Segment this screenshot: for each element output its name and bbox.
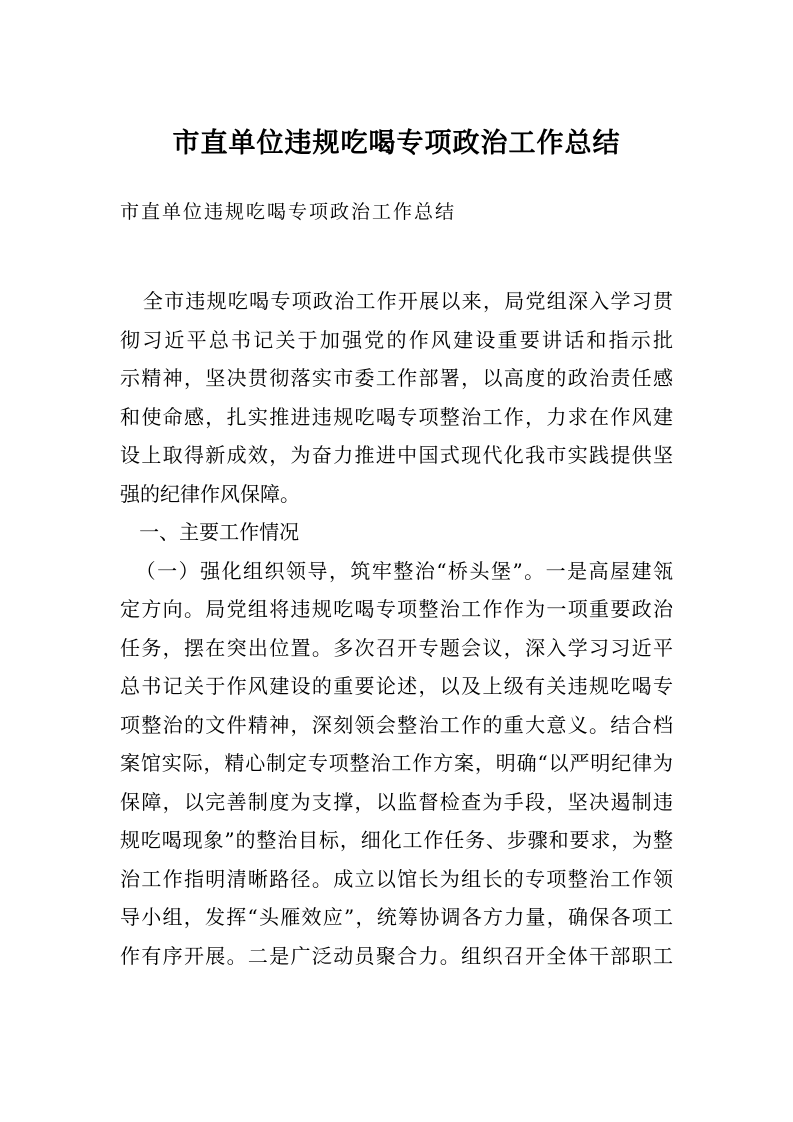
body-line: 全市违规吃喝专项政治工作开展以来，局党组深入学习贯 [120, 289, 673, 313]
body-line: 和使命感，扎实推进违规吃喝专项整治工作，力求在作风建 [120, 404, 673, 429]
body-line: 强的纪律作风保障。 [120, 481, 300, 506]
document-title: 市直单位违规吃喝专项政治工作总结 [172, 128, 621, 159]
body-line: 定方向。局党组将违规吃喝专项整治工作作为一项重要政治 [120, 597, 673, 621]
body-line: 导小组，发挥“头雁效应”，统筹协调各方力量，确保各项工 [120, 905, 673, 929]
body-line: 作有序开展。二是广泛动员聚合力。组织召开全体干部职工 [120, 943, 673, 968]
body-line: 治工作指明清晰路径。成立以馆长为组长的专项整治工作领 [120, 866, 673, 891]
section-heading: 一、主要工作情况 [120, 520, 300, 544]
body-line: 项整治的文件精神，深刻领会整治工作的重大意义。结合档 [120, 712, 673, 737]
body-line: 示精神，坚决贯彻落实市委工作部署，以高度的政治责任感 [120, 366, 673, 390]
body-line: 保障，以完善制度为支撑，以监督检查为手段，坚决遏制违 [120, 789, 673, 814]
body-line: 规吃喝现象”的整治目标，细化工作任务、步骤和要求，为整 [120, 828, 673, 852]
body-line: 案馆实际，精心制定专项整治工作方案，明确“以严明纪律为 [120, 751, 673, 775]
body-line: 设上取得新成效，为奋力推进中国式现代化我市实践提供坚 [120, 443, 673, 467]
body-line: 总书记关于作风建设的重要论述，以及上级有关违规吃喝专 [120, 674, 673, 698]
body-line: （一）强化组织领导，筑牢整治“桥头堡”。一是高屋建瓴 [120, 558, 673, 583]
document-body [120, 282, 673, 975]
body-line: 彻习近平总书记关于加强党的作风建设重要讲话和指示批 [120, 327, 673, 352]
document-subtitle: 市直单位违规吃喝专项政治工作总结 [120, 201, 457, 223]
body-line: 任务，摆在突出位置。多次召开专题会议，深入学习习近平 [120, 635, 673, 660]
